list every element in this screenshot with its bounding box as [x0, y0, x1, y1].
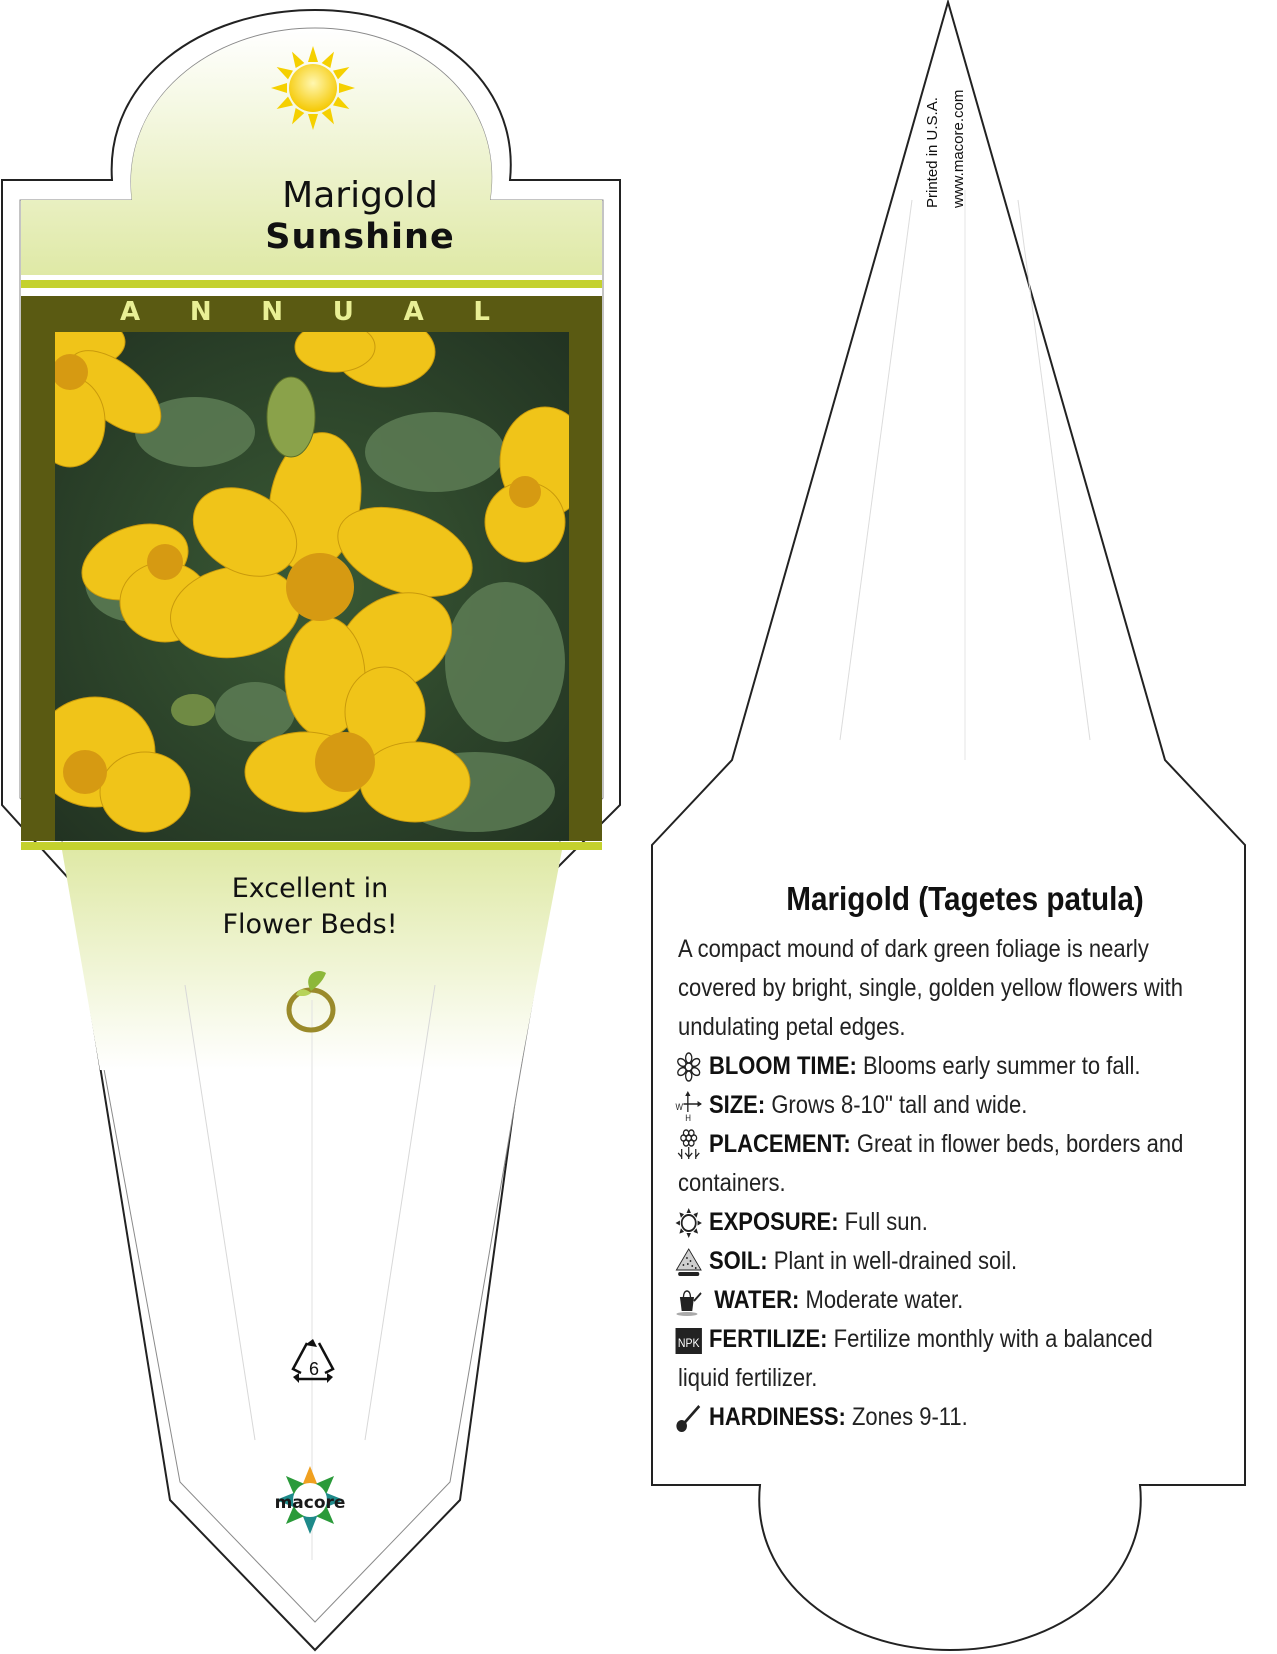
care-text: Plant in well-drained soil.	[773, 1247, 1018, 1275]
description-line: A compact mound of dark green foliage is nearly	[678, 935, 1149, 963]
description-line: undulating petal edges.	[678, 1013, 906, 1041]
category-letter: U	[332, 297, 354, 327]
placement-icon	[672, 1129, 705, 1161]
care-label: HARDINESS:	[708, 1403, 846, 1431]
tagline-line1: Excellent in	[231, 873, 389, 904]
category-letter: N	[189, 297, 212, 327]
care-text: Zones 9-11.	[851, 1403, 968, 1431]
care-row-water	[678, 1281, 1238, 1320]
care-label: SIZE:	[708, 1091, 766, 1119]
care-info	[675, 930, 1238, 1437]
soil-icon	[672, 1246, 705, 1278]
plant-common-name: Marigold	[282, 175, 438, 216]
thermometer-icon	[672, 1402, 705, 1434]
npk-text: NPK	[677, 1337, 700, 1351]
watering-can-icon	[672, 1285, 705, 1317]
care-row-soil	[678, 1242, 1238, 1281]
printed-in: Printed in U.S.A.	[924, 97, 941, 208]
care-text-cont: containers.	[678, 1169, 786, 1197]
care-text: Great in flower beds, borders and	[856, 1130, 1184, 1158]
npk-icon	[672, 1324, 705, 1356]
description-line: covered by bright, single, golden yellow flowers with	[678, 974, 1184, 1002]
care-row-size	[675, 1086, 1238, 1125]
category-letter: A	[403, 297, 424, 327]
botanical-title: Marigold (Tagetes patula)	[786, 880, 1144, 917]
plant-variety-name: Sunshine	[265, 217, 455, 257]
category-letter: N	[261, 297, 284, 327]
care-text: Moderate water.	[805, 1286, 964, 1314]
print-info	[880, 50, 1000, 220]
care-row-bloom	[678, 1047, 1238, 1086]
size-icon	[672, 1090, 705, 1122]
care-label: PLACEMENT:	[708, 1130, 851, 1158]
care-text: Fertilize monthly with a balanced	[833, 1325, 1153, 1353]
care-label: WATER:	[714, 1286, 800, 1314]
brand-name: macore	[274, 1493, 346, 1513]
care-text: Full sun.	[844, 1208, 928, 1236]
svg-text:H: H	[685, 1112, 691, 1123]
care-row-placement	[678, 1125, 1238, 1164]
sun-icon	[672, 1207, 705, 1239]
care-text: Blooms early summer to fall.	[862, 1052, 1141, 1080]
website-url: www.macore.com	[950, 89, 967, 208]
care-label: FERTILIZE:	[708, 1325, 828, 1353]
care-label: EXPOSURE:	[708, 1208, 839, 1236]
care-text-cont: liquid fertilizer.	[678, 1364, 818, 1392]
care-text: Grows 8-10" tall and wide.	[771, 1091, 1028, 1119]
svg-text:W: W	[675, 1101, 683, 1113]
care-row-hardiness	[678, 1398, 1238, 1437]
flower-icon	[672, 1051, 705, 1083]
care-row-exposure	[678, 1203, 1238, 1242]
care-label: SOIL:	[708, 1247, 768, 1275]
category-letter: A	[120, 297, 141, 327]
care-row-fertilize	[678, 1320, 1238, 1359]
care-label: BLOOM TIME:	[708, 1052, 857, 1080]
category-letter: L	[473, 297, 490, 327]
tagline-line2: Flower Beds!	[222, 909, 398, 940]
recycle-code: 6	[308, 1359, 319, 1379]
